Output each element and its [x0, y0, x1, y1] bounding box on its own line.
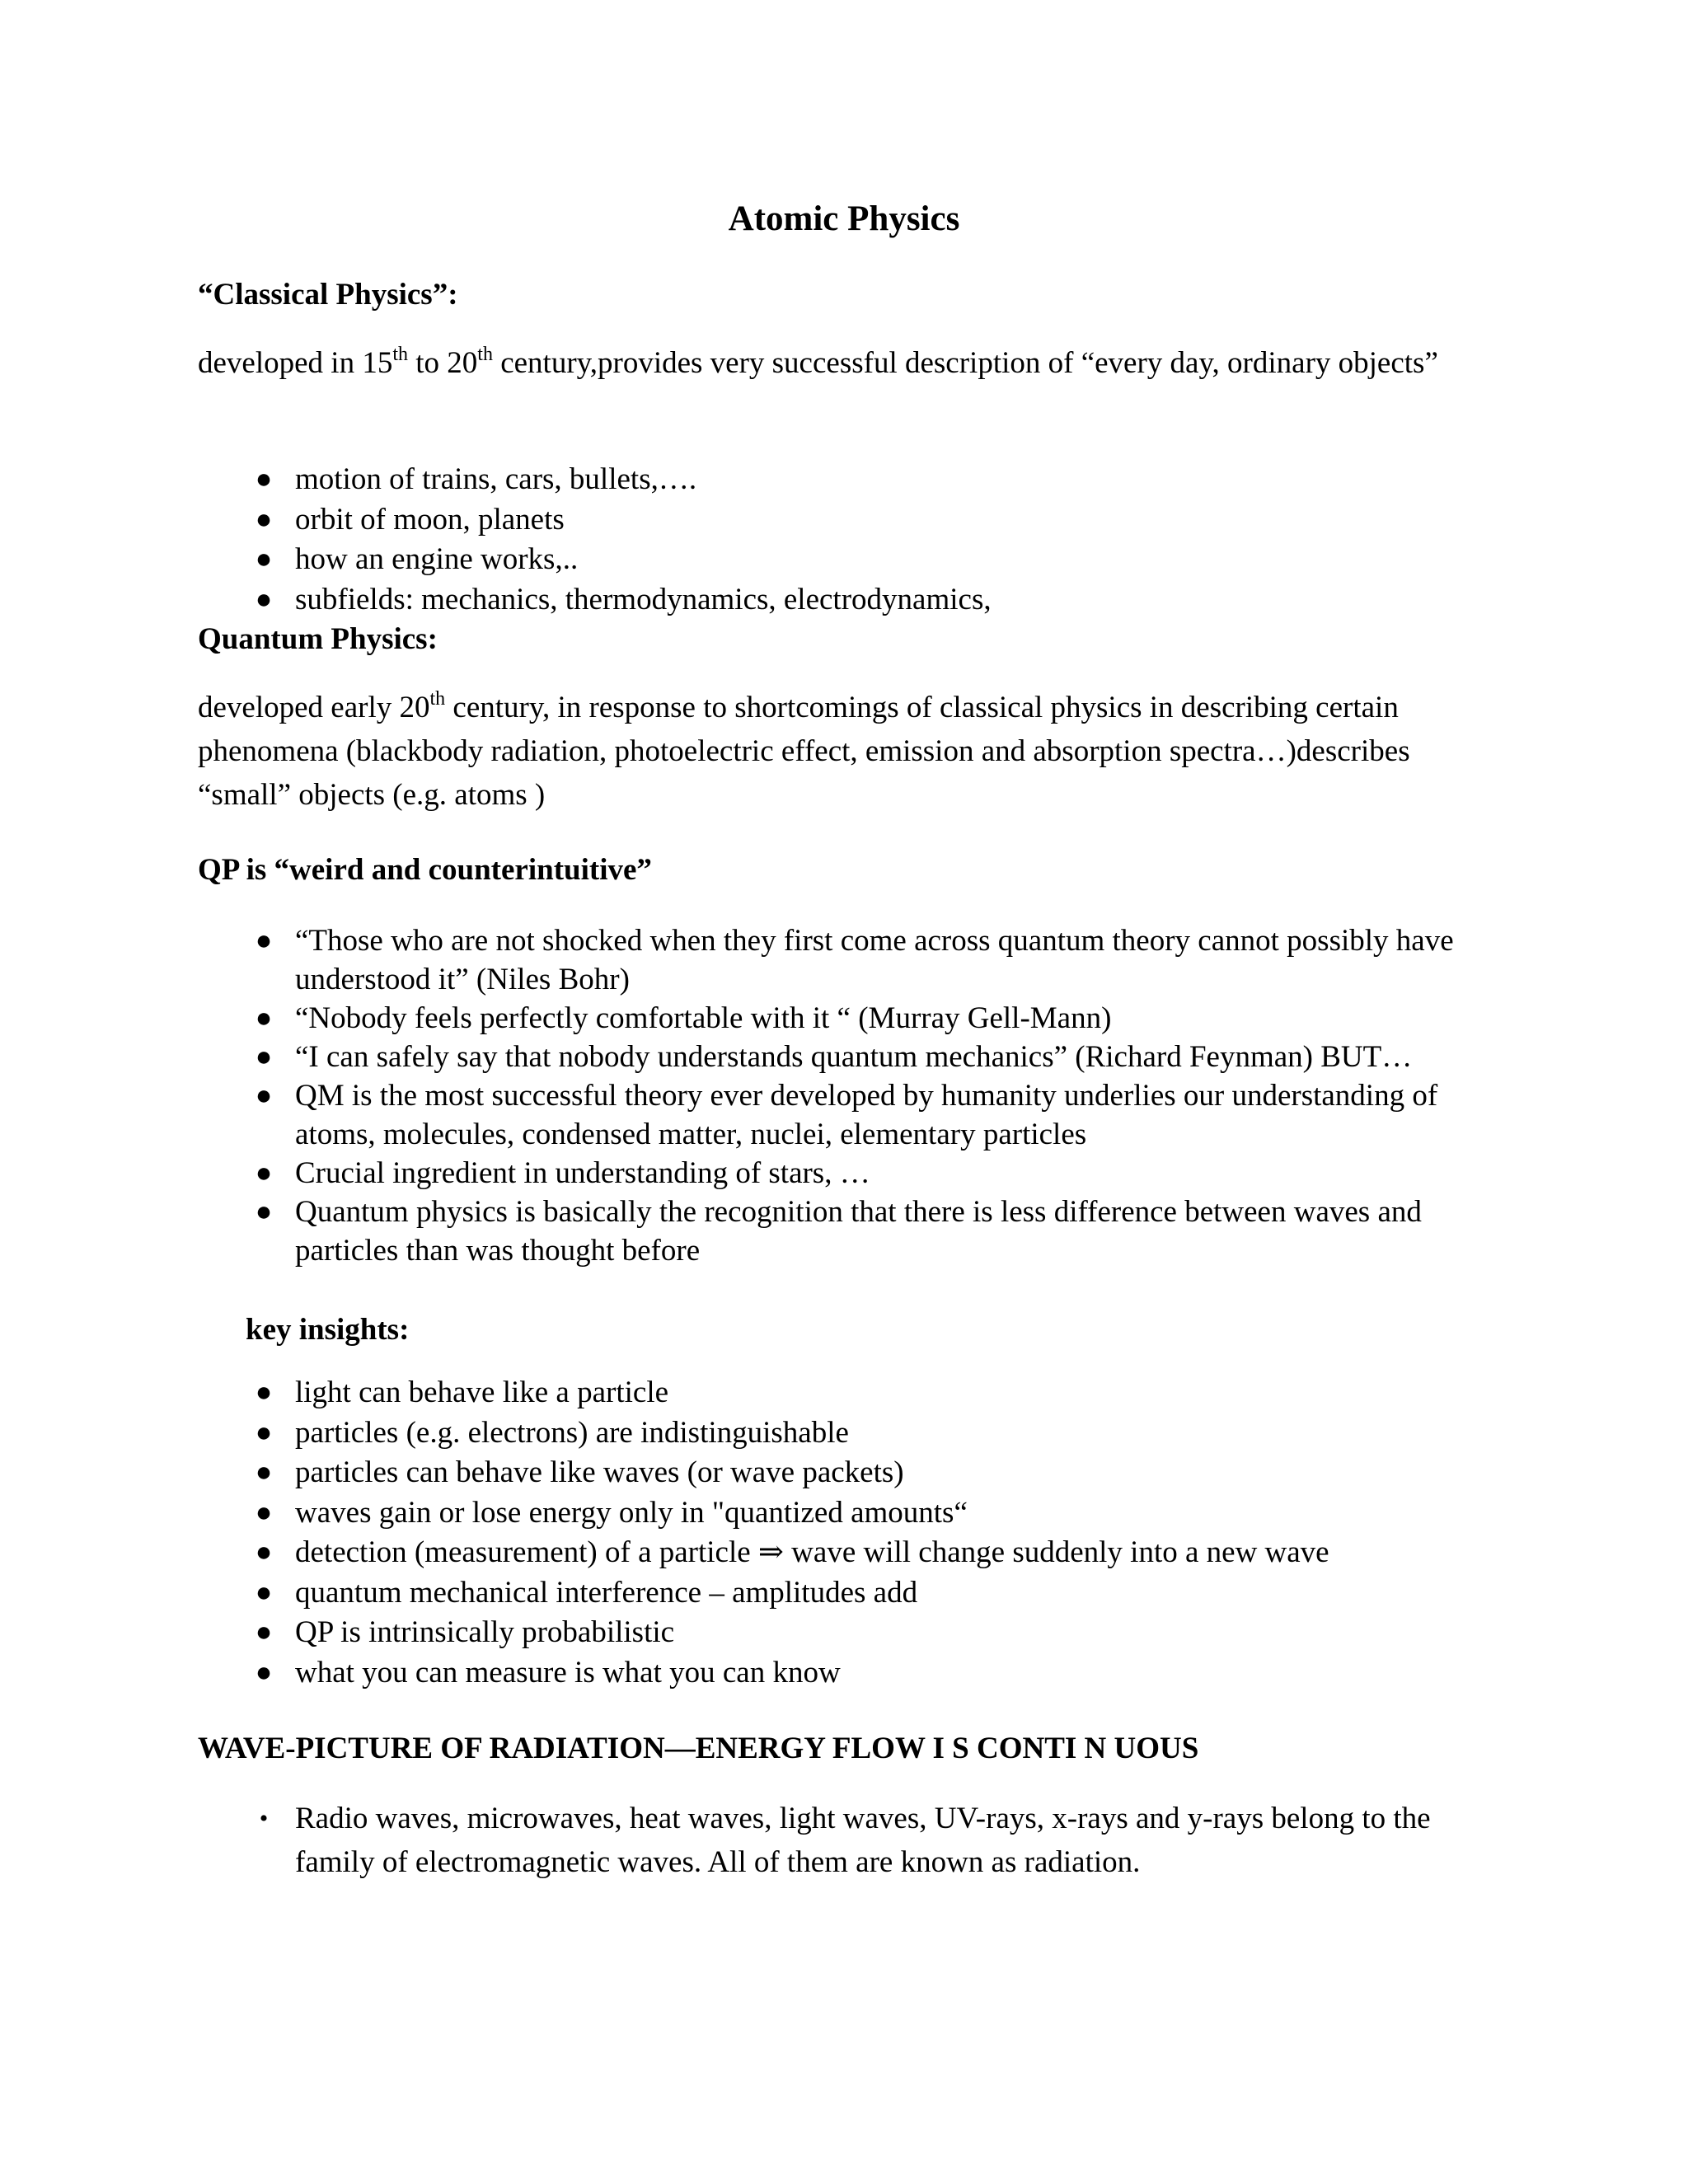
list-item-text: detection (measurement) of a particle ⇒ wave will change suddenly into a new wave: [295, 1535, 1329, 1569]
bullet-icon: ●: [255, 1080, 273, 1111]
list-item: [0, 999, 1507, 1038]
list-item-text: light can behave like a particle: [295, 1376, 669, 1409]
qp-weird-list: [0, 921, 1507, 1270]
bullet-icon: ●: [255, 504, 273, 535]
bullet-icon: ●: [255, 1003, 273, 1033]
bullet-icon: ●: [255, 1197, 273, 1227]
bullet-icon: ●: [255, 1158, 273, 1188]
page-title: Atomic Physics: [728, 199, 960, 238]
list-item-text: quantum mechanical interference – amplitudes add: [295, 1575, 918, 1610]
wave-picture-list: [0, 1797, 1507, 1884]
intro-text: developed early 20: [198, 691, 430, 724]
list-item: [0, 540, 1507, 580]
bullet-icon: ●: [255, 1497, 273, 1528]
list-item-text: particles (e.g. electrons) are indistinguishable: [295, 1415, 849, 1450]
list-item-text: “Nobody feels perfectly comfortable with it “ (Murray Gell-Mann): [295, 1001, 1112, 1035]
intro-text: developed in 15: [198, 346, 393, 380]
list-item-text: “I can safely say that nobody understands quantum mechanics” (Richard Feynman) BUT…: [295, 1040, 1413, 1074]
list-item: [0, 1533, 1507, 1573]
list-item-text: Radio waves, microwaves, heat waves, light waves, UV-rays, x-rays and y-rays belong to the family of electromagnetic waves. All of them are known as radiation.: [295, 1802, 1431, 1879]
superscript: th: [429, 687, 446, 710]
list-item-text: particles can behave like waves (or wave packets): [295, 1455, 904, 1489]
bullet-icon: ●: [255, 1457, 273, 1488]
superscript: th: [392, 343, 408, 365]
list-item: [0, 1193, 1507, 1270]
bullet-icon: ●: [255, 1042, 273, 1072]
intro-text: to 20: [408, 346, 478, 380]
list-item: [0, 1613, 1507, 1653]
classical-physics-heading: “Classical Physics”:: [198, 278, 458, 312]
bullet-icon: ●: [255, 583, 273, 615]
intro-text: century, in response to shortcomings of classical physics in describing certain phenomena (blackbody radiation, photoelectric effect, emission and absorption spectra…)describes “small” objects (e.g. atoms ): [198, 691, 1410, 812]
list-item-text: subfields: mechanics, thermodynamics, electrodynamics,: [295, 582, 992, 616]
list-item-text: orbit of moon, planets: [295, 502, 565, 537]
list-item-text: Quantum physics is basically the recognition that there is less difference between waves and particles than was thought before: [295, 1195, 1422, 1268]
list-item: [0, 1413, 1507, 1454]
list-item-text: “Those who are not shocked when they first come across quantum theory cannot possibly have understood it” (Niles Bohr): [295, 924, 1454, 996]
list-item-text: how an engine works,..: [295, 542, 579, 576]
list-item: [0, 1373, 1507, 1413]
list-item: [0, 1038, 1465, 1076]
key-insights-list: [0, 1373, 1507, 1693]
bullet-icon: ●: [255, 1657, 273, 1688]
quantum-physics-intro: [198, 686, 1484, 817]
bullet-icon: ●: [255, 926, 273, 956]
bullet-icon: ●: [255, 544, 273, 574]
bullet-icon: •: [259, 1805, 269, 1832]
list-item-text: what you can measure is what you can know: [295, 1655, 841, 1690]
list-item: [0, 460, 1507, 500]
classical-physics-list: [0, 460, 1507, 620]
list-item: [0, 1797, 1507, 1884]
list-item: [0, 1076, 1507, 1154]
key-insights-heading: key insights:: [246, 1313, 410, 1347]
list-item-text: Crucial ingredient in understanding of stars, …: [295, 1156, 870, 1190]
list-item-text: waves gain or lose energy only in "quantized amounts“: [295, 1495, 968, 1530]
list-item: [0, 1154, 1507, 1193]
list-item: [0, 1653, 1507, 1694]
bullet-icon: ●: [255, 1377, 273, 1408]
list-item: [0, 921, 1507, 999]
list-item: [0, 1493, 1507, 1534]
list-item-text: motion of trains, cars, bullets,….: [295, 462, 697, 496]
bullet-icon: ●: [255, 1537, 273, 1568]
classical-physics-intro: [198, 341, 1484, 385]
intro-text: century,provides very successful description of “every day, ordinary objects”: [492, 346, 1438, 380]
list-item: [0, 500, 1507, 541]
list-item: [0, 1573, 1507, 1614]
list-item-text: QM is the most successful theory ever developed by humanity underlies our understanding of atoms, molecules, condensed matter, nuclei, elementary particles: [295, 1079, 1438, 1151]
list-item: [0, 1453, 1507, 1493]
quantum-physics-heading: Quantum Physics:: [198, 622, 438, 656]
superscript: th: [477, 343, 493, 365]
bullet-icon: ●: [255, 1617, 273, 1647]
bullet-icon: ●: [255, 1417, 273, 1448]
bullet-icon: ●: [255, 464, 273, 494]
list-item-text: QP is intrinsically probabilistic: [295, 1615, 675, 1649]
list-item: [0, 580, 1507, 621]
bullet-icon: ●: [255, 1577, 273, 1608]
qp-weird-heading: QP is “weird and counterintuitive”: [198, 853, 652, 887]
wave-picture-heading: WAVE-PICTURE OF RADIATION—ENERGY FLOW I S CONTI N UOUS: [198, 1732, 1199, 1765]
